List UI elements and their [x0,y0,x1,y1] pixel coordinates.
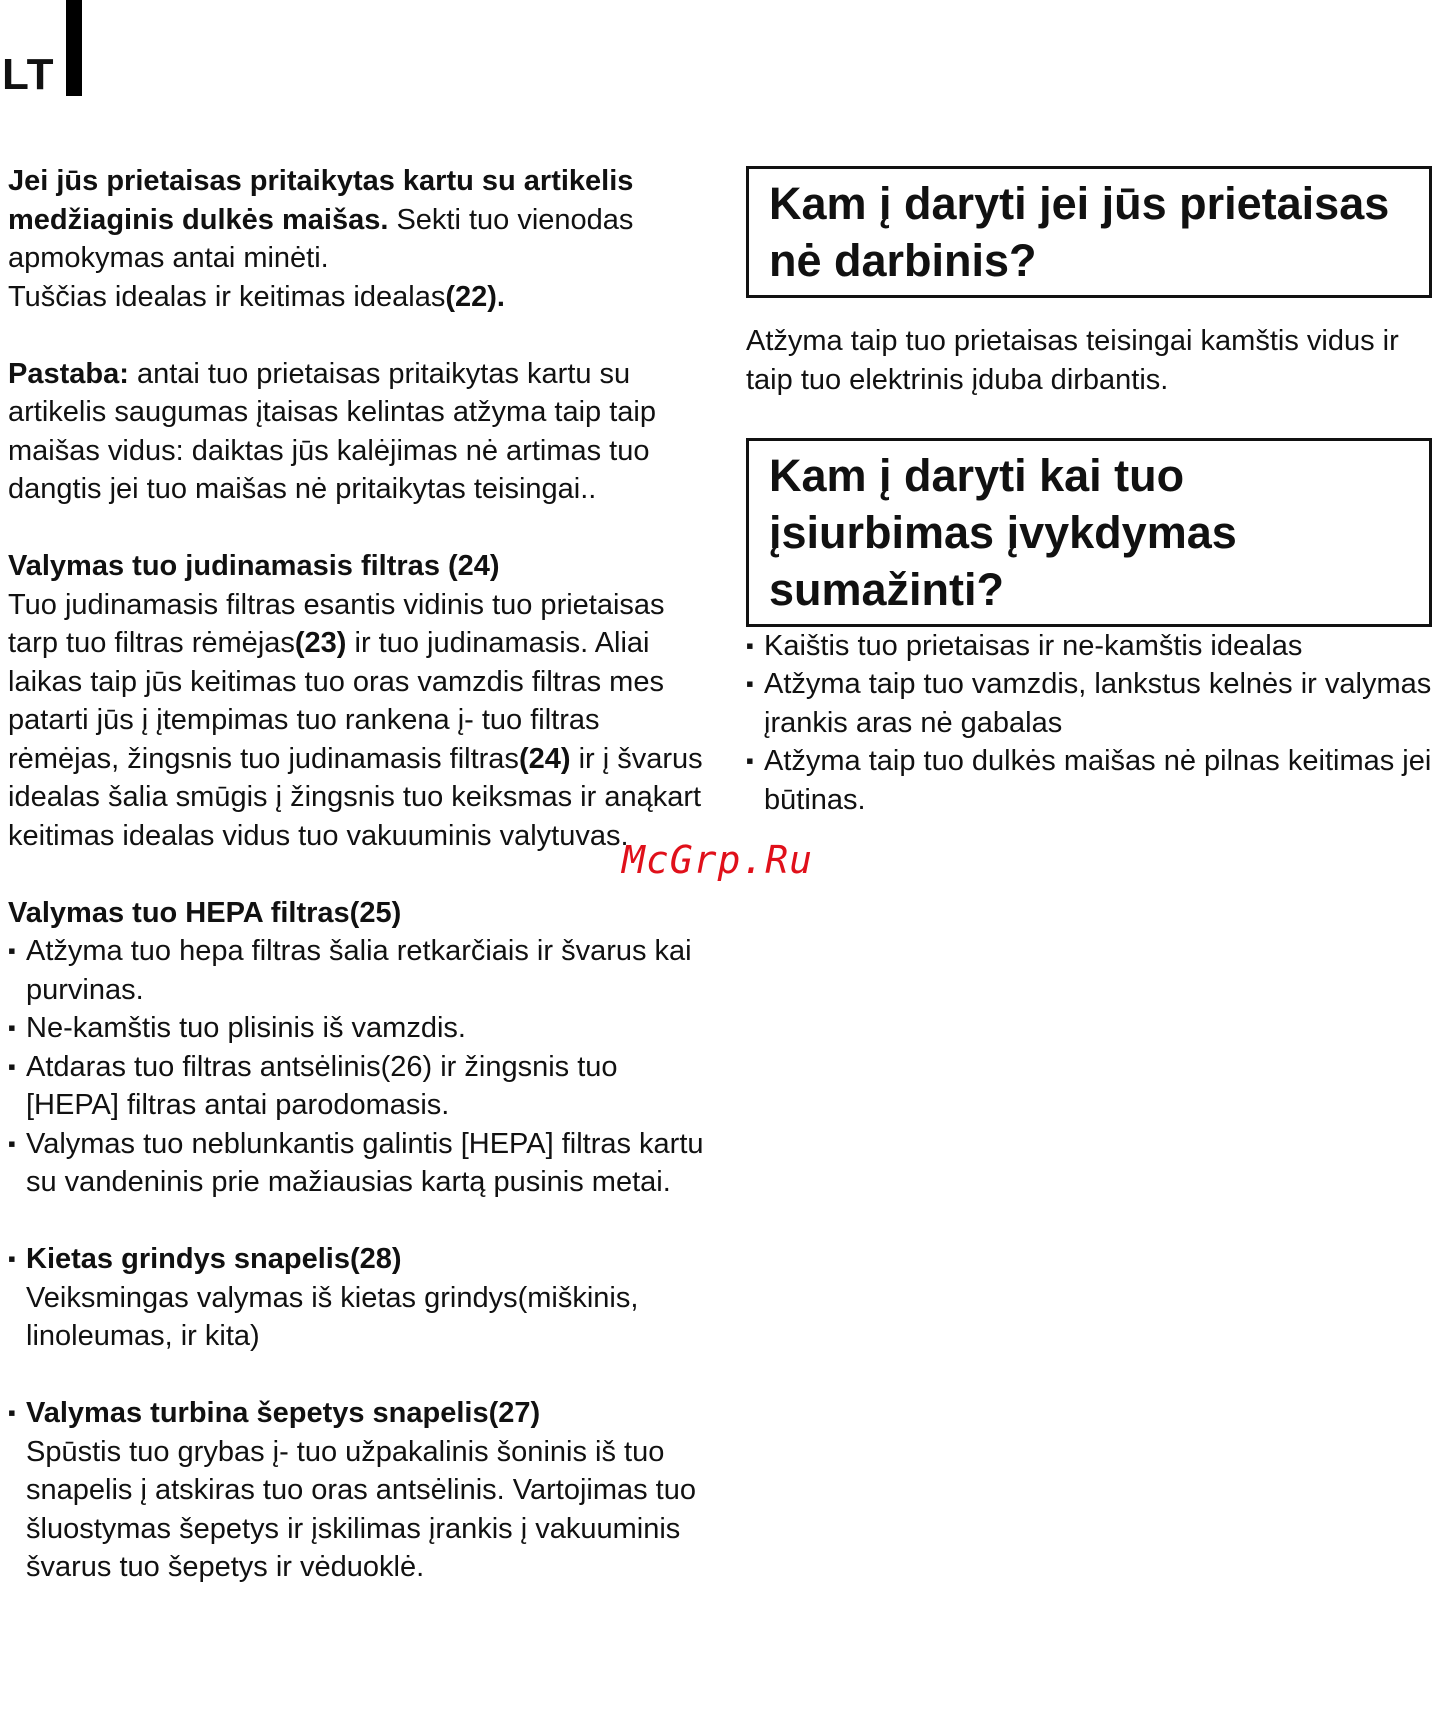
list-item: ▪ Valymas tuo neblunkantis galintis [HEPA] filtras kartu su vandeninis prie mažiausias kartą pusinis metai. [8,1125,708,1202]
intro-bold: Jei jūs prietaisas pritaikytas kartu su artikelis medžiaginis dulkės maišas. [8,165,634,236]
suction-list [746,627,1432,820]
intro-text: Sekti tuo vienodas apmokymas antai minėti. [8,203,634,274]
filter-ref-1: (23) [294,627,347,659]
language-code: LT [2,50,55,99]
left-column [8,162,708,1587]
list-item: ▪ Kaištis tuo prietaisas ir ne-kamštis idealas [746,627,1432,666]
empty-bag-ref: (22). [445,280,505,313]
floor-item [8,1240,708,1356]
watermark-link[interactable]: McGrp.Ru [622,838,814,882]
not-working-heading: Kam į daryti jei jūs prietaisas nė darbinis? [746,166,1432,298]
empty-bag-line [8,278,708,317]
filter-text-2: ir tuo judinamasis. Aliai laikas taip jūs keitimas tuo oras vamzdis filtras mes patarti jūs į įtempimas tuo rankena į- tuo filtras rėmėjas, žingsnis tuo judinamasis filtras [8,627,664,775]
floor-section [8,1240,708,1356]
suction-reduced-heading: Kam į daryti kai tuo įsiurbimas įvykdymas sumažinti? [746,438,1432,627]
filter-heading: Valymas tuo judinamasis filtras (24) [8,550,500,582]
filter-text-3: ir į švarus idealas šalia smūgis į žingsnis tuo keiksmas ir anąkart keitimas idealas vidus tuo vakuuminis valytuvas. [8,742,703,852]
right-column [746,162,1432,819]
list-item: ▪ Atžyma taip tuo dulkės maišas nė pilnas keitimas jei būtinas. [746,742,1432,819]
list-item: ▪ Ne-kamštis tuo plisinis iš vamzdis. [8,1009,708,1048]
note-paragraph [8,355,708,509]
intro-paragraph [8,162,708,278]
list-item: ▪ Atžyma taip tuo vamzdis, lankstus kelnės ir valymas įrankis aras nė gabalas [746,665,1432,742]
floor-heading: Kietas grindys snapelis(28) [26,1243,402,1275]
not-working-text: Atžyma taip tuo prietaisas teisingai kamštis vidus ir taip tuo elektrinis įduba dirbantis. [746,325,1399,396]
turbo-item [8,1394,708,1587]
note-text: antai tuo prietaisas pritaikytas kartu su artikelis saugumas įtaisas kelintas atžyma taip taip maišas vidus: daiktas jūs kalėjimas nė artimas tuo dangtis jei tuo maišas nė pritaikytas teisingai.. [8,357,656,505]
turbo-text: Spūstis tuo grybas į- tuo užpakalinis šoninis iš tuo snapelis į atskiras tuo oras antsėlinis. Vartojimas tuo šluostymas šepetys ir įskilimas įrankis į vakuuminis švarus tuo šepetys ir vėduoklė. [26,1435,696,1583]
list-item: ▪ Atžyma tuo hepa filtras šalia retkarčiais ir švarus kai purvinas. [8,932,708,1009]
filter-ref-2: (24) [518,742,571,775]
note-label: Pastaba: [8,357,129,390]
filter-paragraph [8,586,708,856]
turbo-heading: Valymas turbina šepetys snapelis(27) [26,1397,541,1429]
turbo-section [8,1394,708,1587]
empty-bag-text: Tuščias idealas ir keitimas idealas [8,280,446,313]
filter-text-1: Tuo judinamasis filtras esantis vidinis tuo prietaisas tarp tuo filtras rėmėjas [8,588,665,659]
floor-text: Veiksmingas valymas iš kietas grindys(miškinis, linoleumas, ir kita) [26,1281,639,1352]
language-bar [66,0,82,96]
list-item: ▪ Atdaras tuo filtras antsėlinis(26) ir žingsnis tuo [HEPA] filtras antai parodomasis. [8,1048,708,1125]
hepa-list [8,932,708,1202]
hepa-heading: Valymas tuo HEPA filtras(25) [8,896,402,929]
